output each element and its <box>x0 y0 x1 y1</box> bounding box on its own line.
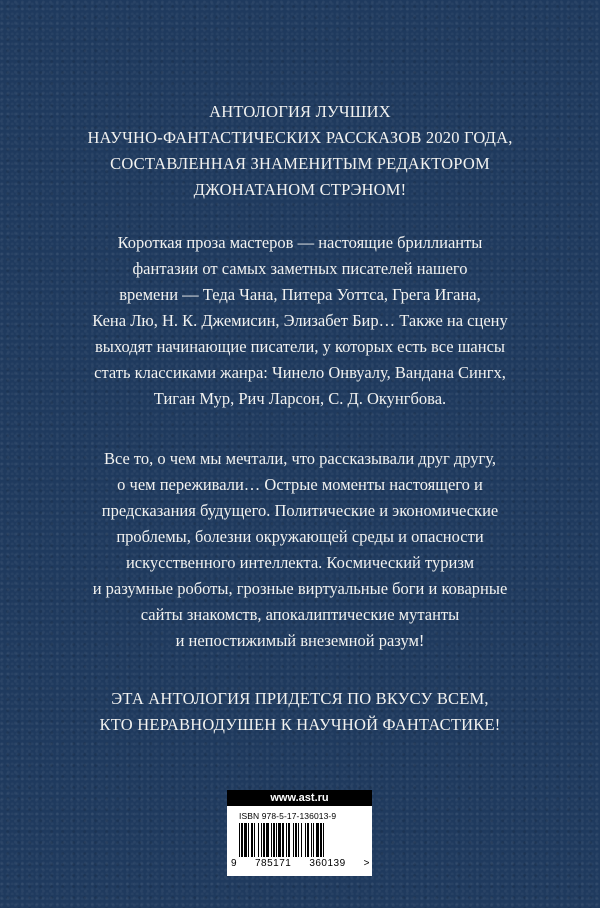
barcode-bar <box>254 823 255 857</box>
paragraph-line: Все то, о чем мы мечтали, что рассказывали друг другу, <box>103 449 497 468</box>
paragraph-line: искусственного интеллекта. Космический туризм <box>125 553 475 572</box>
barcode-bar <box>295 823 297 857</box>
barcode-bar <box>307 823 309 857</box>
barcode-bar <box>241 823 243 857</box>
paragraph-line: стать классиками жанра: Чинело Онвуалу, Вандана Сингх, <box>94 363 506 382</box>
barcode-bar <box>244 823 247 857</box>
barcode-bar <box>278 823 281 857</box>
paragraph-line: о чем переживали… Острые моменты настоящего и <box>117 475 483 494</box>
paragraph-authors <box>40 230 560 412</box>
barcode-bar <box>261 823 262 857</box>
paragraph-line: и разумные роботы, грозные виртуальные боги и коварные <box>92 579 508 598</box>
barcode-bar <box>258 823 259 857</box>
outro-line: ЭТА АНТОЛОГИЯ ПРИДЕТСЯ ПО ВКУСУ ВСЕМ, <box>111 689 489 708</box>
barcode-bar <box>301 823 302 857</box>
paragraph-line: Тиган Мур, Рич Ларсон, С. Д. Окунгбова. <box>153 389 447 408</box>
outro-line: КТО НЕРАВНОДУШЕН К НАУЧНОЙ ФАНТАСТИКЕ! <box>99 715 501 734</box>
barcode-box <box>227 790 372 876</box>
paragraph-line: выходят начинающие писатели, у которых есть все шансы <box>94 337 505 356</box>
barcode-bar <box>266 823 269 857</box>
barcode-bar <box>239 823 240 857</box>
isbn-text: ISBN 978-5-17-136013-9 <box>239 811 337 821</box>
barcode-bar <box>305 823 306 857</box>
intro-line: СОСТАВЛЕННАЯ ЗНАМЕНИТЫМ РЕДАКТОРОМ <box>110 154 490 173</box>
barcode-bar <box>286 823 287 857</box>
paragraph-themes <box>40 446 560 654</box>
barcode-digit-group: 9 <box>231 858 238 869</box>
intro-line: ДЖОНАТАНОМ СТРЭНОМ! <box>193 180 407 199</box>
barcode-icon <box>239 823 357 857</box>
barcode-digit-group: 360139 <box>309 858 346 869</box>
paragraph-line: сайты знакомств, апокалиптические мутанты <box>140 605 460 624</box>
barcode-bar <box>316 823 319 857</box>
barcode-bar <box>313 823 314 857</box>
intro-line: АНТОЛОГИЯ ЛУЧШИХ <box>209 102 391 121</box>
barcode-bar <box>248 823 249 857</box>
barcode-bar <box>323 823 324 857</box>
paragraph-line: предсказания будущего. Политические и экономические <box>101 501 499 520</box>
barcode-bar <box>320 823 322 857</box>
paragraph-line: Кена Лю, Н. К. Джемисин, Элизабет Бир… Также на сцену <box>92 311 508 330</box>
paragraph-line: фантазии от самых заметных писателей нашего <box>132 259 468 278</box>
barcode-bar <box>251 823 253 857</box>
publisher-url: www.ast.ru <box>227 790 372 806</box>
barcode-digit-group: > <box>363 858 370 869</box>
barcode-bar <box>298 823 299 857</box>
barcode-digit-group: 785171 <box>255 858 292 869</box>
intro-heading <box>40 99 560 203</box>
barcode-digits <box>231 858 370 869</box>
paragraph-line: и непостижимый внеземной разум! <box>175 631 425 650</box>
barcode-bar <box>271 823 272 857</box>
intro-line: НАУЧНО-ФАНТАСТИЧЕСКИХ РАССКАЗОВ 2020 ГОДА, <box>87 128 513 147</box>
paragraph-line: проблемы, болезни окружающей среды и опасности <box>116 527 484 546</box>
barcode-bar <box>263 823 265 857</box>
barcode-bar <box>273 823 275 857</box>
barcode-bar <box>311 823 312 857</box>
barcode-bar <box>276 823 277 857</box>
barcode-bar <box>288 823 290 857</box>
barcode-bar <box>293 823 294 857</box>
outro-heading <box>40 686 560 738</box>
paragraph-line: времени — Теда Чана, Питера Уоттса, Грега Игана, <box>119 285 481 304</box>
paragraph-line: Короткая проза мастеров — настоящие бриллианты <box>117 233 483 252</box>
barcode-bar <box>282 823 284 857</box>
